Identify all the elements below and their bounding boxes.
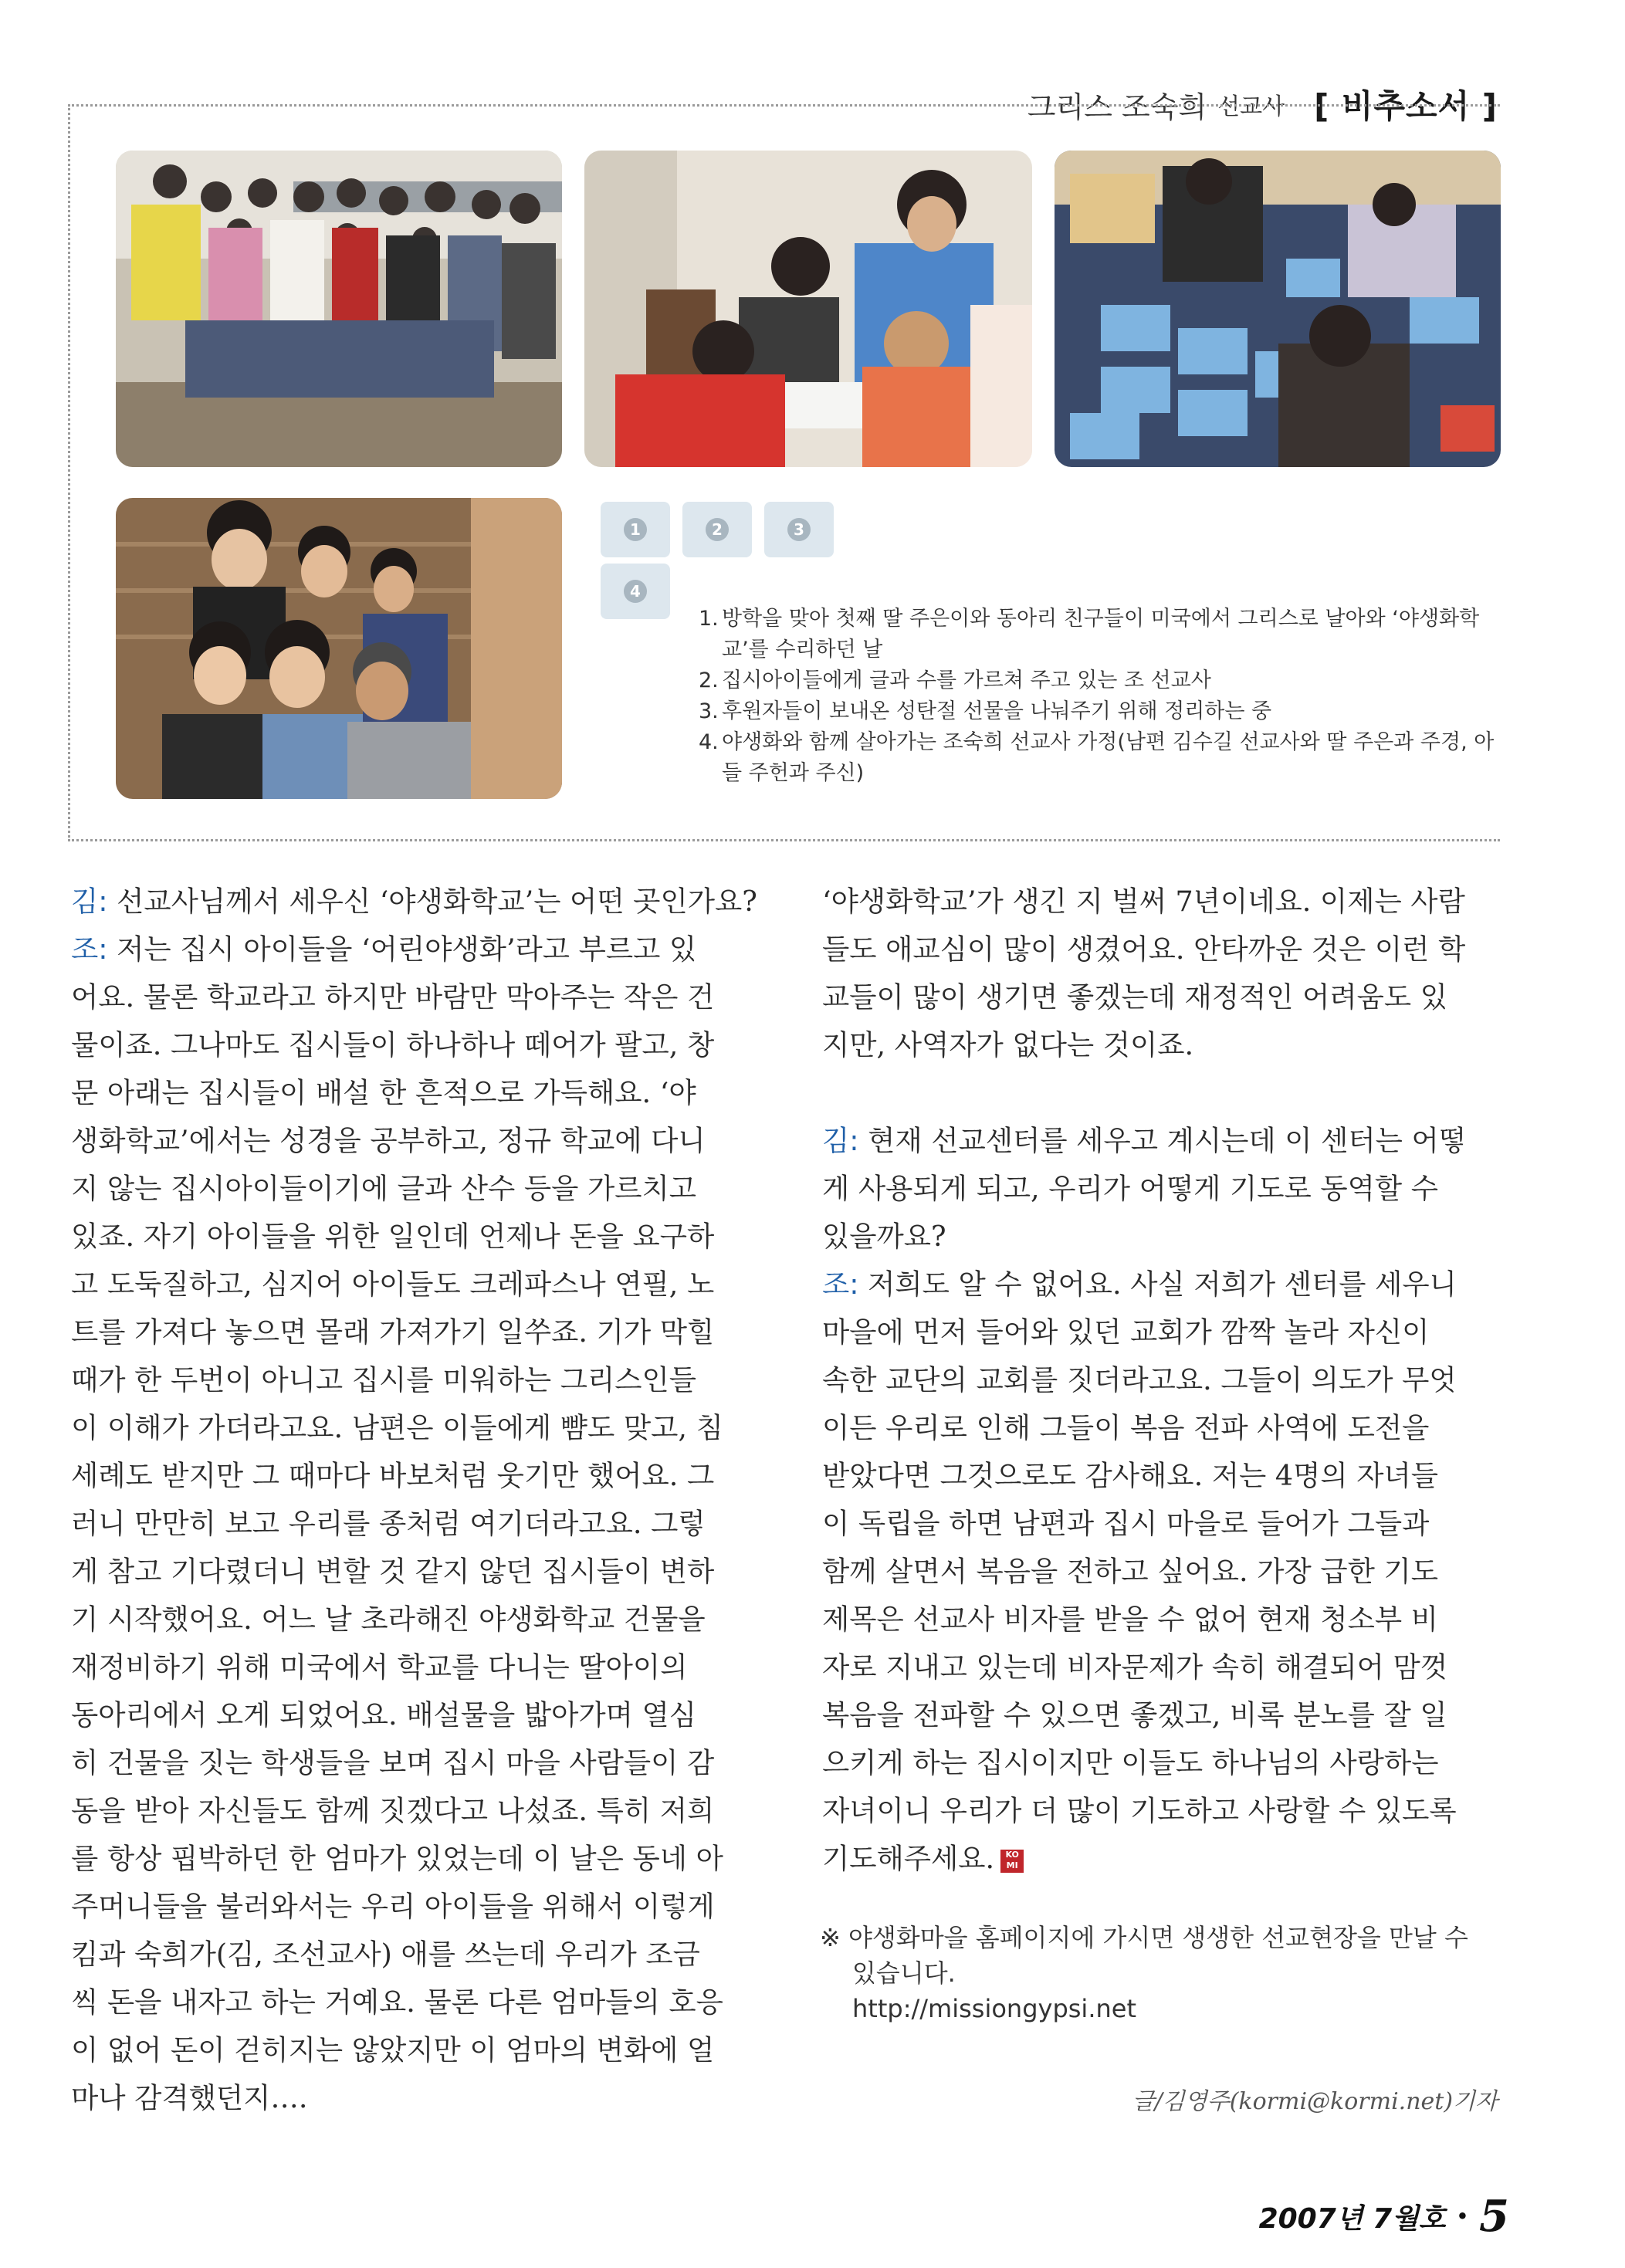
text-line: 교들이 많이 생기면 좋겠는데 재정적인 어려움도 있 [822,980,1448,1014]
issue-date: 2007년 7월호 [1258,2202,1446,2235]
photo-group-volunteers [116,151,562,467]
text-line: 있을까요? [822,1220,946,1253]
text-line: 자로 지내고 있는데 비자문제가 속히 해결되어 맘껏 [822,1650,1448,1684]
caption-item: 4. 야생화와 함께 살아가는 조숙희 선교사 가정(남편 김수길 선교사와 딸 주은과 주경, 아 들 주헌과 주신) [699,730,1495,785]
page-footer [1259,2191,1509,2242]
article-left-column [71,878,757,2122]
text-line: 마을에 먼저 들어와 있던 교회가 깜짝 놀라 자신이 [822,1315,1430,1349]
photo-teaching-children [584,151,1032,467]
text-line: 때가 한 두번이 아니고 집시를 미워하는 그리스인들 [71,1363,697,1396]
right-column-paragraph-2 [822,1117,1501,1883]
text-line: 들도 애교심이 많이 생겼어요. 안타까운 것은 이런 학 [822,933,1466,966]
homepage-url-link[interactable]: http://missiongypsi.net [852,1994,1136,2023]
text-line: 지 않는 집시아이들이기에 글과 산수 등을 가르치고 [71,1172,697,1205]
series-tag: [ 비추소서 ] [1314,87,1498,125]
text-line: 킴과 숙희가(김, 조선교사) 애를 쓰는데 우리가 조금 [71,1938,700,1971]
text-line: 이든 우리로 인해 그들이 복음 전파 사역에 도전을 [822,1411,1430,1444]
text-line: 문 아래는 집시들이 배설 한 흔적으로 가득해요. ‘야 [71,1076,696,1109]
page-number: 5 [1479,2191,1509,2242]
text-line: 이 없어 돈이 걷히지는 않았지만 이 엄마의 변화에 얼 [71,2033,715,2067]
note-mark: ※ [820,1923,841,1952]
text-line: 김: 선교사님께서 세우신 ‘야생화학교’는 어떤 곳인가요? [71,885,757,918]
photo-sorting-gifts [1055,151,1501,467]
text-line: 자녀이니 우리가 더 많이 기도하고 사랑할 수 있도록 [822,1794,1457,1827]
article-right-column [822,878,1501,1883]
text-line: 게 참고 기다렸더니 변할 것 같지 않던 집시들이 변하 [71,1555,715,1588]
photo-number-badge-3: 3 [764,502,834,557]
text-line: 으키게 하는 집시이지만 이들도 하나님의 사랑하는 [822,1746,1439,1779]
text-line: 기도해주세요. KO MI [822,1835,1501,1883]
text-line: 동아리에서 오게 되었어요. 배설물을 밟아가며 열심 [71,1698,697,1731]
text-line: 복음을 전파할 수 있으면 좋겠고, 비록 분노를 잘 일 [822,1698,1447,1731]
caption-item: 3. 후원자들이 보내온 성탄절 선물을 나눠주기 위해 정리하는 중 [699,699,1272,723]
photo-number-badge-1: 1 [601,502,670,557]
photo-number-badge-2: 2 [682,502,752,557]
missionary-role: 선교사 [1217,93,1285,120]
text-line: 게 사용되게 되고, 우리가 어떻게 기도로 동역할 수 [822,1172,1438,1205]
note-text-1: 야생화마을 홈페이지에 가시면 생생한 선교현장을 만날 수 [848,1923,1468,1952]
text-line: 를 항상 핍박하던 한 엄마가 있었는데 이 날은 동네 아 [71,1842,723,1875]
text-line: 트를 가져다 놓으면 몰래 가져가기 일쑤죠. 기가 막힐 [71,1315,715,1349]
photo-number-badge-4: 4 [601,564,670,619]
text-line: 고 도둑질하고, 심지어 아이들도 크레파스나 연필, 노 [71,1268,715,1301]
text-line: 히 건물을 짓는 학생들을 보며 집시 마을 사람들이 감 [71,1746,715,1779]
text-line: 물이죠. 그나마도 집시들이 하나하나 떼어가 팔고, 창 [71,1028,715,1061]
text-line: 생화학교’에서는 성경을 공부하고, 정규 학교에 다니 [71,1124,706,1157]
caption-item: 2. 집시아이들에게 글과 수를 가르쳐 주고 있는 조 선교사 [699,669,1211,692]
text-line: 받았다면 그것으로도 감사해요. 저는 4명의 자녀들 [822,1459,1439,1492]
text-line: 기 시작했어요. 어느 날 초라해진 야생화학교 건물을 [71,1603,706,1636]
byline: 글/김영주(kormi@kormi.net)기자 [1132,2088,1498,2115]
text-line: 씩 돈을 내자고 하는 거예요. 물론 다른 엄마들의 호응 [71,1985,723,2019]
text-line: 어요. 물론 학교라고 하지만 바람만 막아주는 작은 건 [71,980,715,1014]
text-line: 조: 저희도 알 수 없어요. 사실 저희가 센터를 세우니 [822,1268,1457,1301]
speaker-label: 조: [822,1268,859,1301]
homepage-note [820,1920,1499,2026]
text-line: 이 이해가 가더라고요. 남편은 이들에게 뺨도 맞고, 침 [71,1411,723,1444]
speaker-label: 김: [71,885,108,918]
text-line: 주머니들을 불러와서는 우리 아이들을 위해서 이렇게 [71,1890,715,1923]
caption-item: 1. 방학을 맞아 첫째 딸 주은이와 동아리 친구들이 미국에서 그리스로 날아와 ‘야생화학 교’를 수리하던 날 [699,607,1480,662]
missionary-name: 그리스 조숙희 [1027,90,1207,124]
text-line: 세례도 받지만 그 때마다 바보처럼 웃기만 했어요. 그 [71,1459,715,1492]
text-line: ‘야생화학교’가 생긴 지 벌써 7년이네요. 이제는 사람 [822,885,1465,918]
text-line: 속한 교단의 교회를 짓더라고요. 그들이 의도가 무엇 [822,1363,1457,1396]
photo-family [116,498,562,799]
note-text-2: 있습니다. [852,1958,956,1988]
komi-logo-icon: KO MI [1000,1850,1024,1873]
speaker-label: 조: [71,933,108,966]
right-column-paragraph-1 [822,878,1501,1069]
text-line: 지만, 사역자가 없다는 것이죠. [822,1028,1194,1061]
text-line: 이 독립을 하면 남편과 집시 마을로 들어가 그들과 [822,1507,1430,1540]
speaker-label: 김: [822,1124,859,1157]
footer-separator: • [1456,2205,1469,2227]
text-line: 조: 저는 집시 아이들을 ‘어린야생화’라고 부르고 있 [71,933,697,966]
text-line: 제목은 선교사 비자를 받을 수 없어 현재 청소부 비 [822,1603,1438,1636]
text-line: 있죠. 자기 아이들을 위한 일인데 언제나 돈을 요구하 [71,1220,715,1253]
photo-captions [699,604,1501,789]
text-line: 김: 현재 선교센터를 세우고 계시는데 이 센터는 어떻 [822,1124,1466,1157]
text-line: 마나 감격했던지…. [71,2081,308,2114]
text-line: 함께 살면서 복음을 전하고 싶어요. 가장 급한 기도 [822,1555,1438,1588]
text-line: 동을 받아 자신들도 함께 짓겠다고 나섰죠. 특히 저희 [71,1794,715,1827]
text-line: 재정비하기 위해 미국에서 학교를 다니는 딸아이의 [71,1650,688,1684]
text-line: 러니 만만히 보고 우리를 종처럼 여기더라고요. 그렇 [71,1507,706,1540]
